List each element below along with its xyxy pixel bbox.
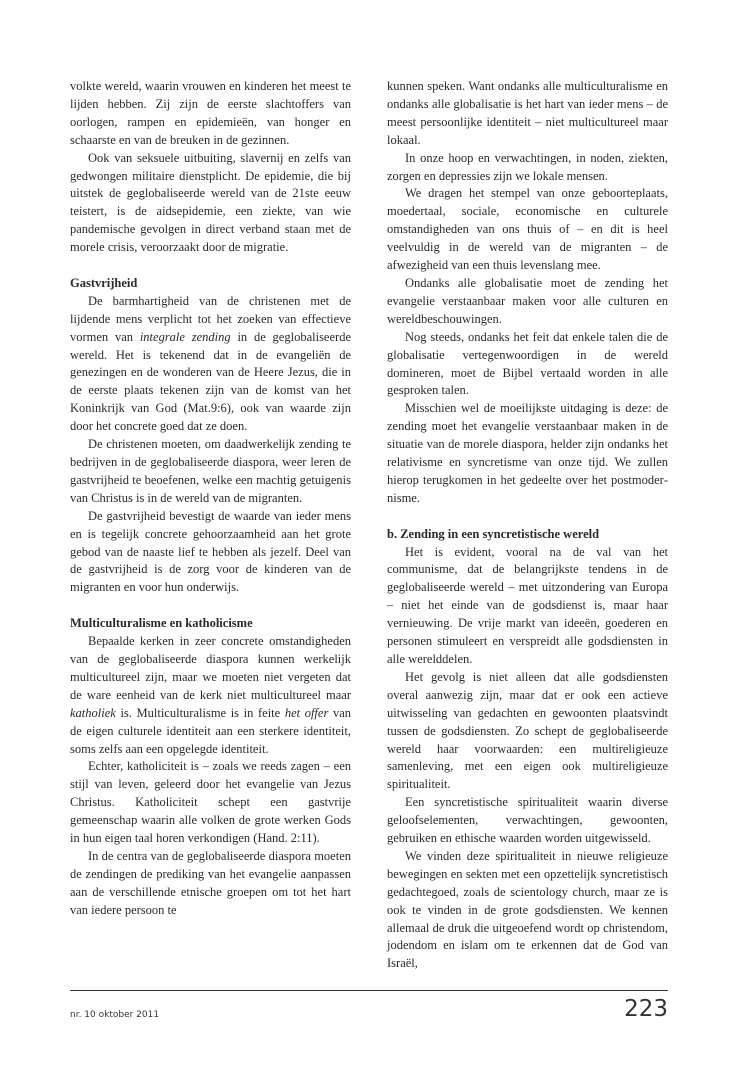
paragraph: Ook van seksuele uitbuiting, slavernij en zelfs van gedwongen militaire dienstplicht. De epidemie, die bij uitstek de geglobaliseerde wereld van de 21ste eeuw teistert, is de aidsepidemie, een ziekte, van wie pandemische gevolgen in direct verband staan met de morele crisis, veroorzaakt door de migratie. bbox=[70, 150, 351, 255]
paragraph: De christenen moeten, om daadwerkelijk zending te bedrijven in de geglobaliseerde diaspora, weer leren de gastvrijheid te beoefenen, welke een machtig getuigenis van Christus is in de wereld van de migranten. bbox=[70, 437, 351, 505]
emphasis: katholiek bbox=[70, 705, 116, 720]
paragraph: We dragen het stempel van onze geboorteplaats, moedertaal, sociale, economische en culturele omstandigheden van ons thuis of – en dit is heel veelvuldig in de wereld van de migranten – de afwezigheid van een thuis levenslang mee. bbox=[387, 186, 668, 273]
paragraph: Ondanks alle globalisatie moet de zending het evangelie verstaanbaar maken voor alle culturen en wereldbeschouwingen. bbox=[387, 275, 668, 326]
paragraph: In de centra van de geglobaliseerde diaspora moeten de zendingen de prediking van het evangelie aanpassen aan de verschillende etnische groepen om tot het hart van iedere persoon te bbox=[70, 848, 351, 917]
paragraph: In onze hoop en verwachtingen, in noden, ziekten, zorgen en depressies zijn we lokale mensen. bbox=[387, 150, 668, 183]
right-column bbox=[387, 78, 668, 973]
section-heading-syncretistisch: b. Zending in een syncretistische wereld bbox=[387, 526, 600, 541]
paragraph: Nog steeds, ondanks het feit dat enkele talen die de globalisatie vertegenwoordigen in de wereld domineren, moet de Bijbel vertaald worden in alle gesproken talen. bbox=[387, 329, 668, 398]
emphasis: integrale zending bbox=[139, 329, 231, 344]
paragraph: kunnen speken. Want ondanks alle multiculturalisme en ondanks alle globalisatie is het hart van ieder mens – de meest persoonlijke identiteit – niet multicultureel maar lokaal. bbox=[387, 79, 668, 147]
emphasis: het offer bbox=[284, 705, 329, 720]
paragraph: Een syncretistische spiritualiteit waarin diverse geloofselementen, verwachtingen, gewoonten, gebruiken en ethische waarden worden uitgewisseld. bbox=[387, 795, 668, 846]
paragraph: Bepaalde kerken in zeer concrete omstandigheden van de geglobaliseerde diaspora kunnen werkelijk multicultureel zijn, maar we moeten niet vergeten dat de ware eenheid van de kerk niet multicultureel maar katholiek is. Multiculturalisme is in feite het offer van de eigen culturele identiteit aan een sterkere identiteit, soms zelfs aan een opgelegde identiteit. bbox=[70, 634, 351, 756]
issue-label: nr. 10 oktober 2011 bbox=[70, 1010, 160, 1020]
paragraph: Echter, katholiciteit is – zoals we reeds zagen – een stijl van leven, geleerd door het evangelie van Jezus Christus. Katholiciteit schept een gastvrije gemeenschap waarin alle volken de grote werken Gods in hun eigen taal horen verkondigen (Hand. 2:11). bbox=[70, 759, 351, 846]
page-number: 223 bbox=[624, 996, 668, 1022]
paragraph: Het is evident, vooral na de val van het communisme, dat de belangrijkste tendens in de geglobaliseerde wereld – met uitzondering van Europa – niet het einde van de godsdienst is, maar haar vernieuwing. De vrije markt van ideeën, goederen en personen stimuleert en verspreidt alle godsdiensten in alle werelddelen. bbox=[387, 544, 668, 666]
paragraph: De gastvrijheid bevestigt de waarde van ieder mens en is tegelijk concrete gehoorzaamheid aan het grote gebod van de naaste lief te hebben als jezelf. Deel van de gastvrijheid is de zorg voor de kinderen van de migranten en voor hun onderwijs. bbox=[70, 508, 351, 595]
paragraph: volkte wereld, waarin vrouwen en kinderen het meest te lijden hebben. Zij zijn de eerste slachtoffers van oorlogen, rampen en epidemieën, van honger en schaarste en van de breuken in de gezinnen. bbox=[70, 79, 351, 147]
left-column bbox=[70, 78, 351, 920]
paragraph: Misschien wel de moeilijkste uitdaging is deze: de zending moet het evangelie verstaanbaar maken in de situatie van de morele diaspora, helder zijn ondanks het relativisme en syncretisme van onze tijd. We zullen hierop terugkomen in het gedeelte over het postmodernisme. bbox=[387, 401, 668, 505]
section-heading-multiculturalisme: Multiculturalisme en katholicisme bbox=[70, 616, 253, 631]
paragraph: Het gevolg is niet alleen dat alle godsdiensten overal aanwezig zijn, maar dat er ook een actieve uitwisseling van gedachten en gewoonten plaatsvindt tussen de godsdiensten. Zo schept de geglobaliseerde wereld haar voorwaarden: een multireligieuze samenleving, met een eigen ook multireligieuze spiritualiteit. bbox=[387, 669, 668, 792]
paragraph: De barmhartigheid van de christenen met de lijdende mens verplicht tot het zoeken van effectieve vormen van integrale zending in de geglobaliseerde wereld. Het is tekenend dat in de evangeliën de genezingen en de wonderen van de Heere Jezus, die in de eerste plaats tekenen zijn van de komst van het Koninkrijk van God (Mat.9:6), ook van waarde zijn door het concrete goed dat ze doen. bbox=[70, 293, 351, 434]
section-heading-gastvrijheid: Gastvrijheid bbox=[70, 275, 138, 290]
paragraph: We vinden deze spiritualiteit in nieuwe religieuze bewegingen en sekten met een opzettelijk syncretistisch gedachtegoed, zoals de scientology church, maar ze is ook te vinden in de grote godsdiensten. We kennen allemaal de druk die uitgeoefend wordt op christendom, jodendom en islam om te erkennen dat de God van Israël, bbox=[387, 848, 668, 971]
footer-rule bbox=[70, 990, 668, 991]
